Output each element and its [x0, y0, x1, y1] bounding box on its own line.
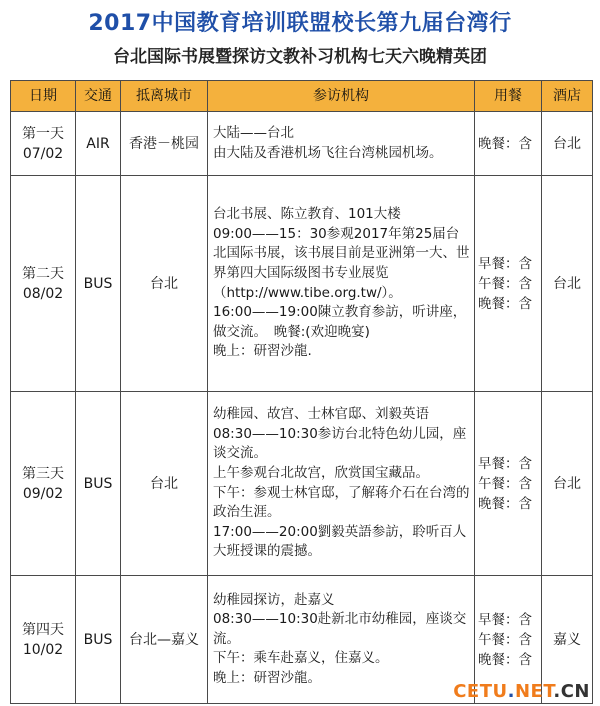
table-row: [11, 176, 593, 392]
meal-line: 晚餐：含: [478, 295, 532, 312]
header-organization: 参访机构: [208, 81, 475, 112]
watermark-dot: .: [507, 681, 515, 702]
organization-cell: [208, 576, 475, 704]
date-value: 08/02: [22, 285, 64, 302]
header-hotel: 酒店: [542, 81, 593, 112]
org-line: 幼稚园、故宫、士林官邸、刘毅英语: [213, 406, 429, 423]
city-cell: 台北: [121, 176, 208, 392]
meal-line: 午餐：含: [478, 475, 532, 492]
meal-line: 早餐：含: [478, 455, 532, 472]
org-line: 08:30——10:30赴新北市幼稚园，座谈交流。: [213, 611, 467, 647]
hotel-cell: 台北: [542, 392, 593, 576]
city-cell: 台北: [121, 392, 208, 576]
site-watermark: [453, 681, 590, 702]
table-header-row: [11, 81, 593, 112]
header-date: 日期: [11, 81, 76, 112]
org-line: 09:00——15：30参观2017年第25届台北国际书展，该书展目前是亚洲第一大、世界第四大国际级图书专业展览（http://www.tibe.org.tw/）。: [213, 225, 470, 301]
hotel-cell: 台北: [542, 176, 593, 392]
transport-cell: AIR: [76, 112, 121, 176]
meal-cell: [475, 176, 542, 392]
day-label: 第一天: [22, 125, 64, 142]
city-cell: 香港－桃园: [121, 112, 208, 176]
meal-line: 早餐：含: [478, 255, 532, 272]
organization-cell: [208, 392, 475, 576]
header-transport: 交通: [76, 81, 121, 112]
org-line: 台北书展、陈立教育、101大楼: [213, 206, 401, 223]
org-line: 16:00——19:00陳立教育参訪，听讲座，做交流。 晚餐:(欢迎晚宴): [213, 304, 467, 340]
transport-cell: BUS: [76, 176, 121, 392]
watermark-part1: CETU: [453, 681, 508, 702]
hotel-cell: 台北: [542, 112, 593, 176]
org-line: 晚上：研習沙龍.: [213, 343, 312, 360]
date-value: 07/02: [22, 145, 64, 162]
day-label: 第三天: [22, 465, 64, 482]
org-line: 17:00——20:00劉毅英語参訪，聆听百人大班授课的震撼。: [213, 523, 467, 560]
table-row: [11, 112, 593, 176]
meal-cell: [475, 392, 542, 576]
header-city: 抵离城市: [121, 81, 208, 112]
meal-line: 晚餐：含: [478, 651, 532, 668]
meal-line: 午餐：含: [478, 631, 532, 648]
page-title: 2017中国教育培训联盟校长第九届台湾行: [88, 11, 512, 36]
org-line: 由大陆及香港机场飞往台湾桃园机场。: [213, 144, 443, 161]
org-line: 上午参观台北故宫，欣赏国宝藏品。: [213, 464, 429, 481]
watermark-part2: NET: [514, 681, 554, 702]
day-label: 第二天: [22, 265, 64, 282]
date-cell: [11, 176, 76, 392]
itinerary-table: [10, 80, 593, 704]
org-line: 大陆——台北: [213, 124, 294, 141]
org-line: 下午：乘车赴嘉义，住嘉义。: [213, 650, 389, 667]
table-row: [11, 392, 593, 576]
meal-line: 晚餐：含: [478, 495, 532, 512]
org-line: 下午：参观士林官邸，了解蒋介石在台湾的政治生涯。: [213, 484, 470, 521]
organization-cell: [208, 112, 475, 176]
org-line: 08:30——10:30参访台北特色幼儿园，座谈交流。: [213, 425, 467, 462]
hotel-cell: 嘉义: [542, 576, 593, 704]
meal-line: 早餐：含: [478, 611, 532, 628]
meal-line: 晚餐：含: [478, 135, 532, 152]
date-cell: [11, 576, 76, 704]
page-subtitle: 台北国际书展暨探访文教补习机构七天六晚精英团: [113, 47, 487, 67]
date-cell: [11, 112, 76, 176]
meal-cell: [475, 112, 542, 176]
transport-cell: BUS: [76, 392, 121, 576]
org-line: 晚上：研習沙龍。: [213, 669, 321, 686]
date-value: 10/02: [22, 641, 64, 658]
meal-line: 午餐：含: [478, 275, 532, 292]
header-meal: 用餐: [475, 81, 542, 112]
watermark-part3: .CN: [553, 681, 590, 702]
date-value: 09/02: [22, 485, 64, 502]
organization-cell: [208, 176, 475, 392]
org-line: 幼稚园探访，赴嘉义: [213, 591, 335, 608]
transport-cell: BUS: [76, 576, 121, 704]
city-cell: 台北—嘉义: [121, 576, 208, 704]
date-cell: [11, 392, 76, 576]
day-label: 第四天: [22, 621, 64, 638]
